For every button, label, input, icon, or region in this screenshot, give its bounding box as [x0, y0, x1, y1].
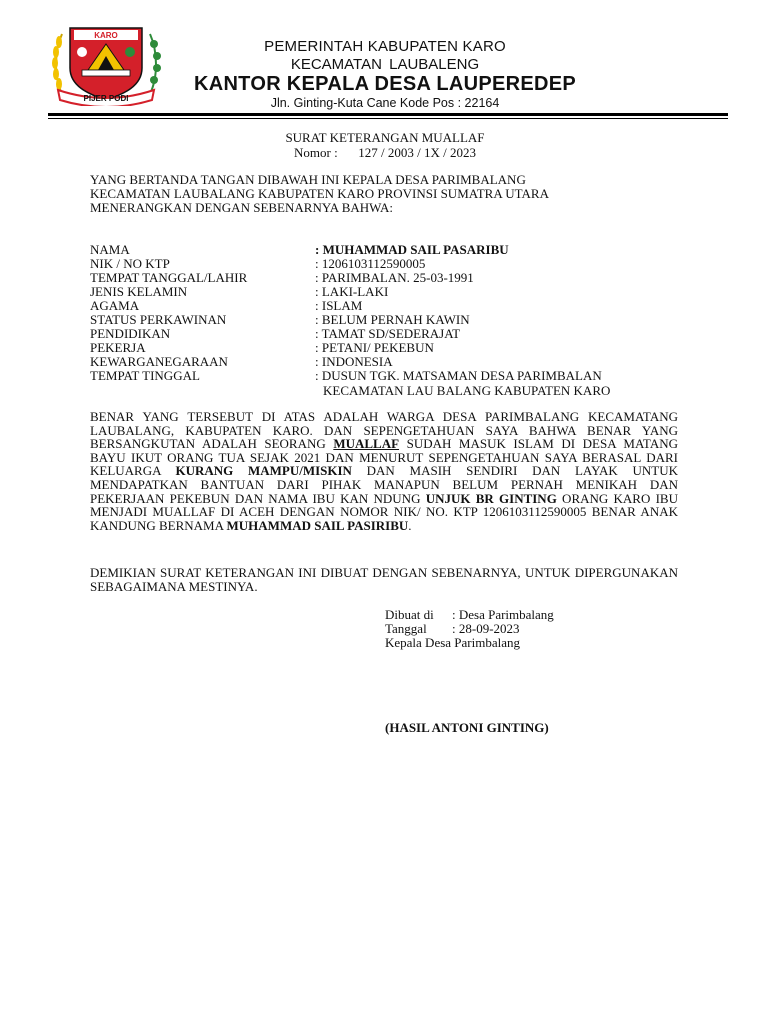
field-label: JENIS KELAMIN — [90, 284, 188, 299]
field-row-nama — [90, 243, 690, 257]
field-row-religion — [90, 299, 690, 313]
poverty-emphasis: KURANG MAMPU/MISKIN — [175, 463, 352, 479]
child-name: MUHAMMAD SAIL PASIRIBU — [226, 517, 409, 533]
field-value: : ISLAM — [315, 298, 363, 313]
intro-line-3: MENERANGKAN DENGAN SEBENARNYA BAHWA: — [90, 200, 393, 215]
field-value: : PETANI/ PEKEBUN — [315, 340, 434, 355]
place-label: Dibuat di — [385, 607, 434, 622]
field-label: NIK / NO KTP — [90, 256, 170, 271]
field-label: PEKERJA — [90, 340, 146, 355]
statement-text: SUDAH MASUK ISLAM DI DESA MATANG BAYU IKUT ORANG TUA SEJAK 2021 DAN MENURUT SEPENGETAHUAN SAYA BERASAL DARI KELUARGA — [90, 436, 678, 479]
field-value-continuation: KECAMATAN LAU BALANG KABUPATEN KARO — [323, 383, 611, 398]
place-value: : Desa Parimbalang — [452, 607, 554, 622]
field-row-marital — [90, 313, 690, 327]
statement-text: DAN MASIH SENDIRI DAN LAYAK UNTUK MENDAPATKAN BANTUAN DARI PIHAK MANAPUN BELUM PERNAH MENIKAH DAN PEKERJAAN PEKEBUN DAN NAMA IBU KAN NDUNG — [90, 463, 679, 506]
statement-text: ORANG KARO IBU MENJADI MUALLAF DI ACEH DENGAN NOMOR NIK/ NO. KTP 1206103112590005 BENAR ANAK KANDUNG BERNAMA — [90, 490, 678, 533]
field-row-nik — [90, 257, 690, 271]
office-name: KANTOR KEPALA DESA LAUPEREDEP — [193, 73, 577, 95]
statement-paragraph — [90, 410, 678, 532]
field-row-education — [90, 327, 690, 341]
field-row-residence — [90, 369, 690, 383]
government-name: PEMERINTAH KABUPATEN KARO — [264, 38, 506, 55]
field-value: : BELUM PERNAH KAWIN — [315, 312, 470, 327]
field-value: : MUHAMMAD SAIL PASARIBU — [315, 242, 509, 257]
field-row-residence-cont — [90, 384, 690, 398]
cotton-sprig-icon — [150, 34, 161, 94]
date-value: : 28-09-2023 — [452, 621, 520, 636]
field-value: : DUSUN TGK. MATSAMAN DESA PARIMBALAN — [315, 368, 602, 383]
logo-motto-text: PIJER PODI — [83, 94, 129, 103]
signatory-name: (HASIL ANTONI GINTING) — [385, 720, 549, 735]
field-row-citizenship — [90, 355, 690, 369]
statement-text: . — [408, 517, 412, 533]
signature-date-row — [385, 622, 685, 636]
header-rule-thick — [48, 113, 728, 116]
date-label: Tanggal — [385, 621, 427, 636]
header-rule-thin — [48, 118, 728, 119]
district-name: KECAMATAN LAUBALENG — [290, 56, 480, 73]
intro-line-2: KECAMATAN LAUBALANG KABUPATEN KARO PROVINSI SUMATRA UTARA — [90, 186, 549, 201]
field-label: TEMPAT TINGGAL — [90, 368, 200, 383]
signature-position — [385, 636, 685, 650]
letter-number — [180, 145, 590, 161]
muallaf-emphasis: MUALLAF — [333, 436, 400, 452]
field-label: STATUS PERKAWINAN — [90, 312, 227, 327]
field-value: : 1206103112590005 — [315, 256, 426, 271]
field-row-gender — [90, 285, 690, 299]
wheat-sprig-icon — [52, 34, 62, 94]
field-label: PENDIDIKAN — [90, 326, 171, 341]
field-label: TEMPAT TANGGAL/LAHIR — [90, 270, 248, 285]
logo-top-text: KARO — [94, 31, 118, 40]
statement-text: BENAR YANG TERSEBUT DI ATAS ADALAH WARGA DESA PARIMBALANG KECAMATANG LAUBALANG, KABUPATEN KARO. DAN SEPENGETAHUAN SAYA BAHWA BENAR YANG BERSANGKUTAN ADALAH SEORANG — [90, 409, 678, 452]
field-value: : LAKI-LAKI — [315, 284, 389, 299]
office-address: Jln. Ginting-Kuta Cane Kode Pos : 22164 — [270, 96, 500, 110]
field-value: : PARIMBALAN. 25-03-1991 — [315, 270, 474, 285]
field-label: NAMA — [90, 242, 130, 257]
signature-place-row — [385, 608, 685, 622]
field-value: : INDONESIA — [315, 354, 393, 369]
position-text: Kepala Desa Parimbalang — [385, 635, 521, 650]
closing-paragraph: DEMIKIAN SURAT KETERANGAN INI DIBUAT DENGAN SEBENARNYA, UNTUK DIPERGUNAKAN SEBAGAIMANA MESTINYA. — [90, 565, 678, 594]
letter-number-value: 127 / 2003 / 1X / 2023 — [358, 145, 476, 160]
field-label: KEWARGANEGARAAN — [90, 354, 228, 369]
field-row-occupation — [90, 341, 690, 355]
letter-title: SURAT KETERANGAN MUALLAF — [285, 130, 485, 145]
intro-line-1: YANG BERTANDA TANGAN DIBAWAH INI KEPALA DESA PARIMBALANG — [90, 172, 526, 187]
letter-number-label: Nomor : — [294, 145, 338, 160]
mother-name: UNJUK BR GINTING — [425, 490, 557, 506]
karo-regency-logo — [48, 22, 164, 106]
field-row-birth — [90, 271, 690, 285]
signatory-name-row — [385, 721, 685, 735]
field-value: : TAMAT SD/SEDERAJAT — [315, 326, 461, 341]
field-label: AGAMA — [90, 298, 140, 313]
